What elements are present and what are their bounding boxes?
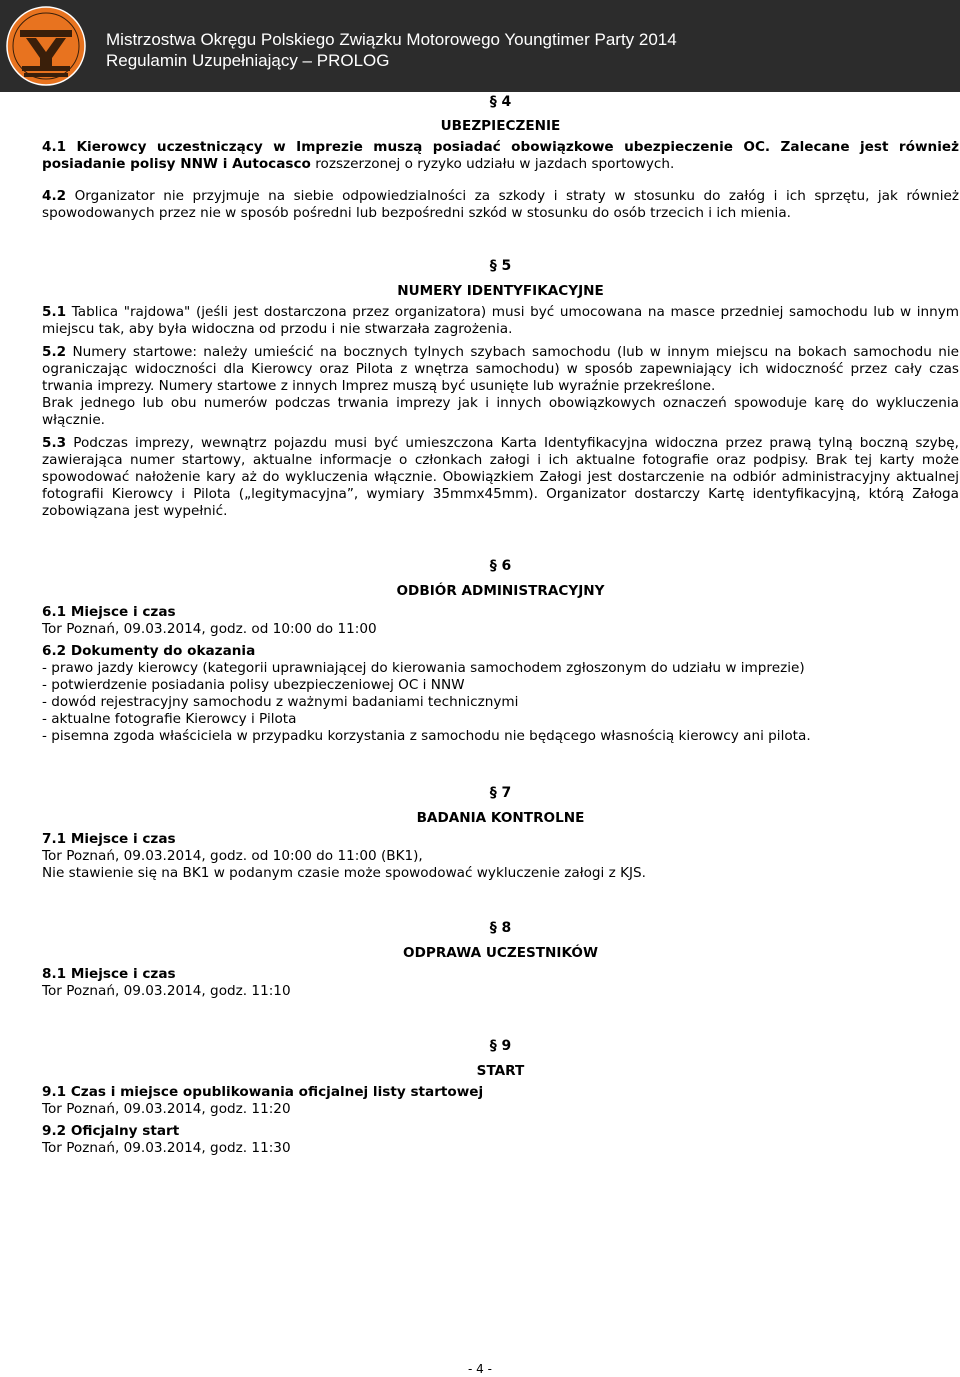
paragraph-4-2 <box>42 188 959 222</box>
header-title: Mistrzostwa Okręgu Polskiego Związku Motorowego Youngtimer Party 2014 <box>106 30 677 49</box>
paragraph-bold: 4.1 Kierowcy uczestniczący w Imprezie muszą posiadać obowiązkowe ubezpieczenie OC. Zalecane jest również posiadanie polisy NNW i Autocasco <box>42 139 959 172</box>
section-number: § 6 <box>489 558 512 574</box>
section-7-heading <box>42 783 959 827</box>
section-9-heading <box>42 1036 959 1080</box>
text-7-1: Tor Poznań, 09.03.2014, godz. od 10:00 do 11:00 (BK1), <box>42 848 423 864</box>
paragraph-text: Podczas imprezy, wewnątrz pojazdu musi być umieszczona Karta Identyfikacyjna widoczna przez prawą tylną boczną szybę, zawierająca numer startowy, aktualne informacje o członkach załogi i ich aktualne fotografie oraz podpisy. Brak tej karty może spowodować nałożenie kary aż do wykluczenia włącznie. Obowiązkiem Załogi jest dostarczenie na odbiór administracyjny aktualnej fotografii Kierowcy i Pilota („legitymacyjna”, wymiary 35mmx45mm). Organizator dostarczy Kartę identyfikacyjną, którą Załoga zobowiązana jest wypełnić. <box>42 435 959 519</box>
subheading-9-2: 9.2 Oficjalny start <box>42 1123 180 1139</box>
paragraph-5-3 <box>42 435 959 520</box>
paragraph-text: Organizator nie przyjmuje na siebie odpowiedzialności za szkody i straty w stosunku do załóg i ich sprzętu, jak również spowodowanych przez nie w sposób pośredni lub bezpośredni szkód w stosunku do osób trzecich i ich mienia. <box>42 188 959 221</box>
page-number: - 4 - <box>468 1362 492 1376</box>
list-item: - prawo jazdy kierowcy (kategorii uprawniającej do kierowania samochodem zgłoszonym do udziału w imprezie) <box>42 660 805 676</box>
subheading-9-1: 9.1 Czas i miejsce opublikowania oficjalnej listy startowej <box>42 1084 484 1100</box>
section-8-heading <box>42 918 959 962</box>
paragraph-4-1 <box>42 139 959 173</box>
page-header <box>0 0 960 92</box>
list-item: - pisemna zgoda właściciela w przypadku korzystania z samochodu nie będącego własnością kierowcy ani pilota. <box>42 728 811 744</box>
section-6-heading <box>42 556 959 600</box>
paragraph-5-2 <box>42 344 959 395</box>
section-title: BADANIA KONTROLNE <box>416 810 585 826</box>
section-4-heading <box>42 92 959 135</box>
paragraph-5-2b: Brak jednego lub obu numerów podczas trwania imprezy jak i innych obowiązkowych oznaczeń spowoduje karę do wykluczenia włącznie. <box>42 395 959 428</box>
paragraph-number: 5.2 <box>42 344 67 360</box>
paragraph-text: rozszerzonej o ryzyko udziału w jazdach sportowych. <box>310 156 675 172</box>
section-title: ODPRAWA UCZESTNIKÓW <box>403 945 598 961</box>
section-number: § 9 <box>489 1038 512 1054</box>
section-title: NUMERY IDENTYFIKACYJNE <box>397 283 604 299</box>
subheading-7-1: 7.1 Miejsce i czas <box>42 831 176 847</box>
subheading-8-1: 8.1 Miejsce i czas <box>42 966 176 982</box>
text-9-2: Tor Poznań, 09.03.2014, godz. 11:30 <box>42 1140 291 1156</box>
list-item: - potwierdzenie posiadania polisy ubezpieczeniowej OC i NNW <box>42 677 465 693</box>
paragraph-text: Numery startowe: należy umieścić na bocznych tylnych szybach samochodu (lub w innym miejscu na bokach samochodu nie ograniczając widoczności dla Kierowcy oraz Pilota z wnętrza samochodu) w sposób zapewniający ich widoczność przez cały czas trwania imprezy. Numery startowe z innych Imprez muszą być usunięte lub wyraźnie przekreślone. <box>42 344 959 394</box>
subheading-6-2: 6.2 Dokumenty do okazania <box>42 643 256 659</box>
section-title: UBEZPIECZENIE <box>440 118 561 134</box>
youngtimer-logo <box>6 6 86 86</box>
text-6-1: Tor Poznań, 09.03.2014, godz. od 10:00 do 11:00 <box>42 621 377 637</box>
section-title: ODBIÓR ADMINISTRACYJNY <box>396 583 605 599</box>
text-9-1: Tor Poznań, 09.03.2014, godz. 11:20 <box>42 1101 291 1117</box>
paragraph-number: 5.1 <box>42 304 67 320</box>
paragraph-text: Tablica "rajdowa" (jeśli jest dostarczona przez organizatora) musi być umocowana na masce przedniej samochodu lub w innym miejscu tak, aby była widoczna od przodu i nie stwarzała zagrożenia. <box>42 304 959 337</box>
section-number: § 5 <box>489 258 512 274</box>
section-title: START <box>476 1063 525 1079</box>
paragraph-number: 4.2 <box>42 188 67 204</box>
section-number: § 7 <box>489 785 512 801</box>
header-subtitle: Regulamin Uzupełniający – PROLOG <box>106 51 390 70</box>
text-7-2: Nie stawienie się na BK1 w podanym czasie może spowodować wykluczenie załogi z KJS. <box>42 865 646 881</box>
subheading-6-1: 6.1 Miejsce i czas <box>42 604 176 620</box>
text-8-1: Tor Poznań, 09.03.2014, godz. 11:10 <box>42 983 291 999</box>
paragraph-5-1 <box>42 304 959 338</box>
section-number: § 4 <box>489 94 512 110</box>
document-body <box>42 92 959 1157</box>
section-5-heading <box>42 256 959 300</box>
list-item: - aktualne fotografie Kierowcy i Pilota <box>42 711 297 727</box>
section-number: § 8 <box>489 920 512 936</box>
paragraph-number: 5.3 <box>42 435 67 451</box>
list-item: - dowód rejestracyjny samochodu z ważnymi badaniami technicznymi <box>42 694 519 710</box>
